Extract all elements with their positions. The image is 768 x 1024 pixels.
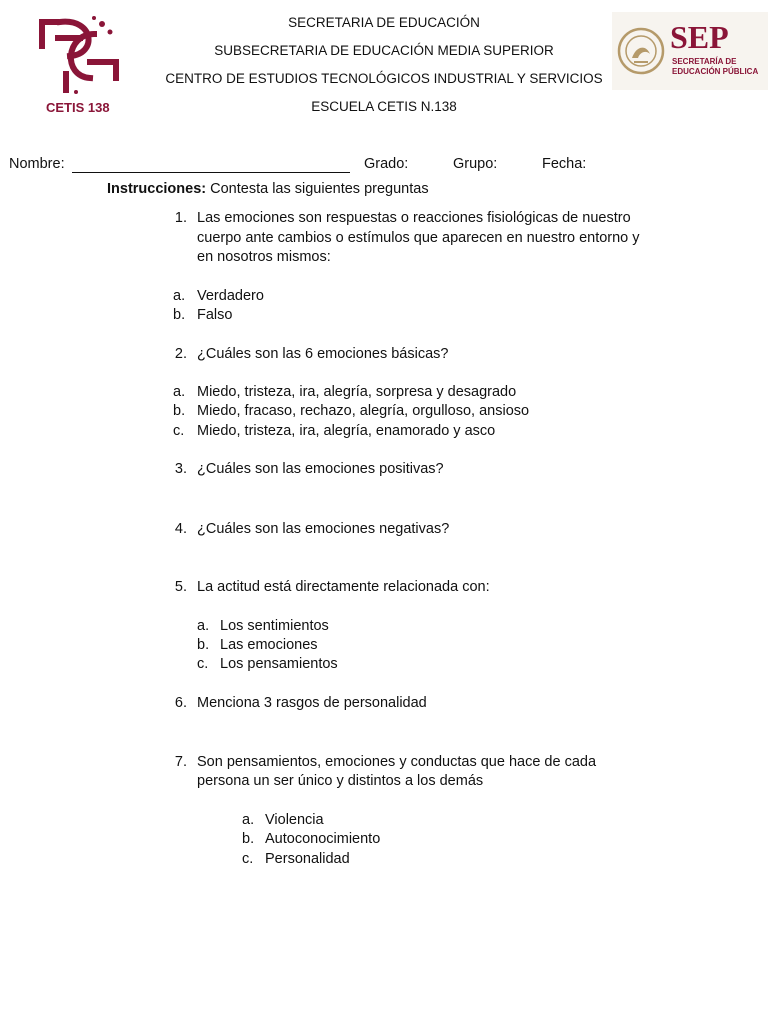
question-text-line: La actitud está directamente relacionada con: [197,579,490,595]
sep-logo-title: SEP [670,19,729,55]
option-text: Miedo, fracaso, rechazo, alegría, orgulloso, ansioso [197,403,530,419]
cetis-logo-text: CETIS 138 [46,100,110,115]
option-text: Violencia [265,812,324,828]
option-letter: a. [173,288,186,304]
question-number: 4. [174,521,187,537]
group-label: Grupo: [453,156,498,172]
instructions [107,181,429,197]
header-line-4: ESCUELA CETIS N.138 [311,99,457,114]
header-line-1: SECRETARIA DE EDUCACIÓN [288,15,480,30]
date-label: Fecha: [542,156,587,172]
option-letter: c. [197,656,209,672]
option-letter: b. [197,637,210,653]
option-text: Verdadero [197,288,264,304]
question-text-line: en nosotros mismos: [197,249,331,265]
option-text: Las emociones [220,637,318,653]
option-text: Los sentimientos [220,618,329,634]
option-letter: b. [173,403,186,419]
option-text: Miedo, tristeza, ira, alegría, enamorado y asco [197,423,496,439]
question-number: 2. [174,346,187,362]
instructions-text: Contesta las siguientes preguntas [206,181,429,197]
sep-logo [612,12,768,90]
question-number: 3. [174,461,187,477]
option-text: Falso [197,307,233,323]
question-text-line: Menciona 3 rasgos de personalidad [197,695,427,711]
question-number: 7. [174,754,187,770]
question-text-line: ¿Cuáles son las emociones negativas? [197,521,450,537]
question-text-line: persona un ser único y distintos a los demás [197,773,484,789]
instructions-label: Instrucciones: [107,181,207,197]
mexico-seal-icon [616,24,666,78]
option-letter: a. [173,384,186,400]
question-text-line: Son pensamientos, emociones y conductas que hace de cada [197,754,597,770]
question-text-line: Las emociones son respuestas o reacciones fisiológicas de nuestro [197,210,631,226]
question-text-line: ¿Cuáles son las 6 emociones básicas? [197,346,449,362]
grade-label: Grado: [364,156,409,172]
option-text: Autoconocimiento [265,831,381,847]
option-text: Los pensamientos [220,656,338,672]
question-text-line: cuerpo ante cambios o estímulos que aparecen en nuestro entorno y [197,230,640,246]
option-letter: a. [242,812,255,828]
name-blank-line[interactable] [72,172,350,173]
header-line-2: SUBSECRETARIA DE EDUCACIÓN MEDIA SUPERIOR [214,43,554,58]
name-label: Nombre: [9,156,65,172]
option-letter: b. [173,307,186,323]
question-number: 5. [174,579,187,595]
option-letter: a. [197,618,210,634]
sep-logo-subtitle-2: EDUCACIÓN PÚBLICA [672,67,759,76]
question-text-line: ¿Cuáles son las emociones positivas? [197,461,444,477]
option-text: Miedo, tristeza, ira, alegría, sorpresa y desagrado [197,384,517,400]
question-number: 6. [174,695,187,711]
option-letter: c. [242,851,254,867]
option-letter: c. [173,423,185,439]
question-number: 1. [174,210,187,226]
option-letter: b. [242,831,255,847]
option-text: Personalidad [265,851,350,867]
header-line-3: CENTRO DE ESTUDIOS TECNOLÓGICOS INDUSTRIAL Y SERVICIOS [165,71,603,86]
sep-logo-subtitle-1: SECRETARÍA DE [672,57,737,66]
